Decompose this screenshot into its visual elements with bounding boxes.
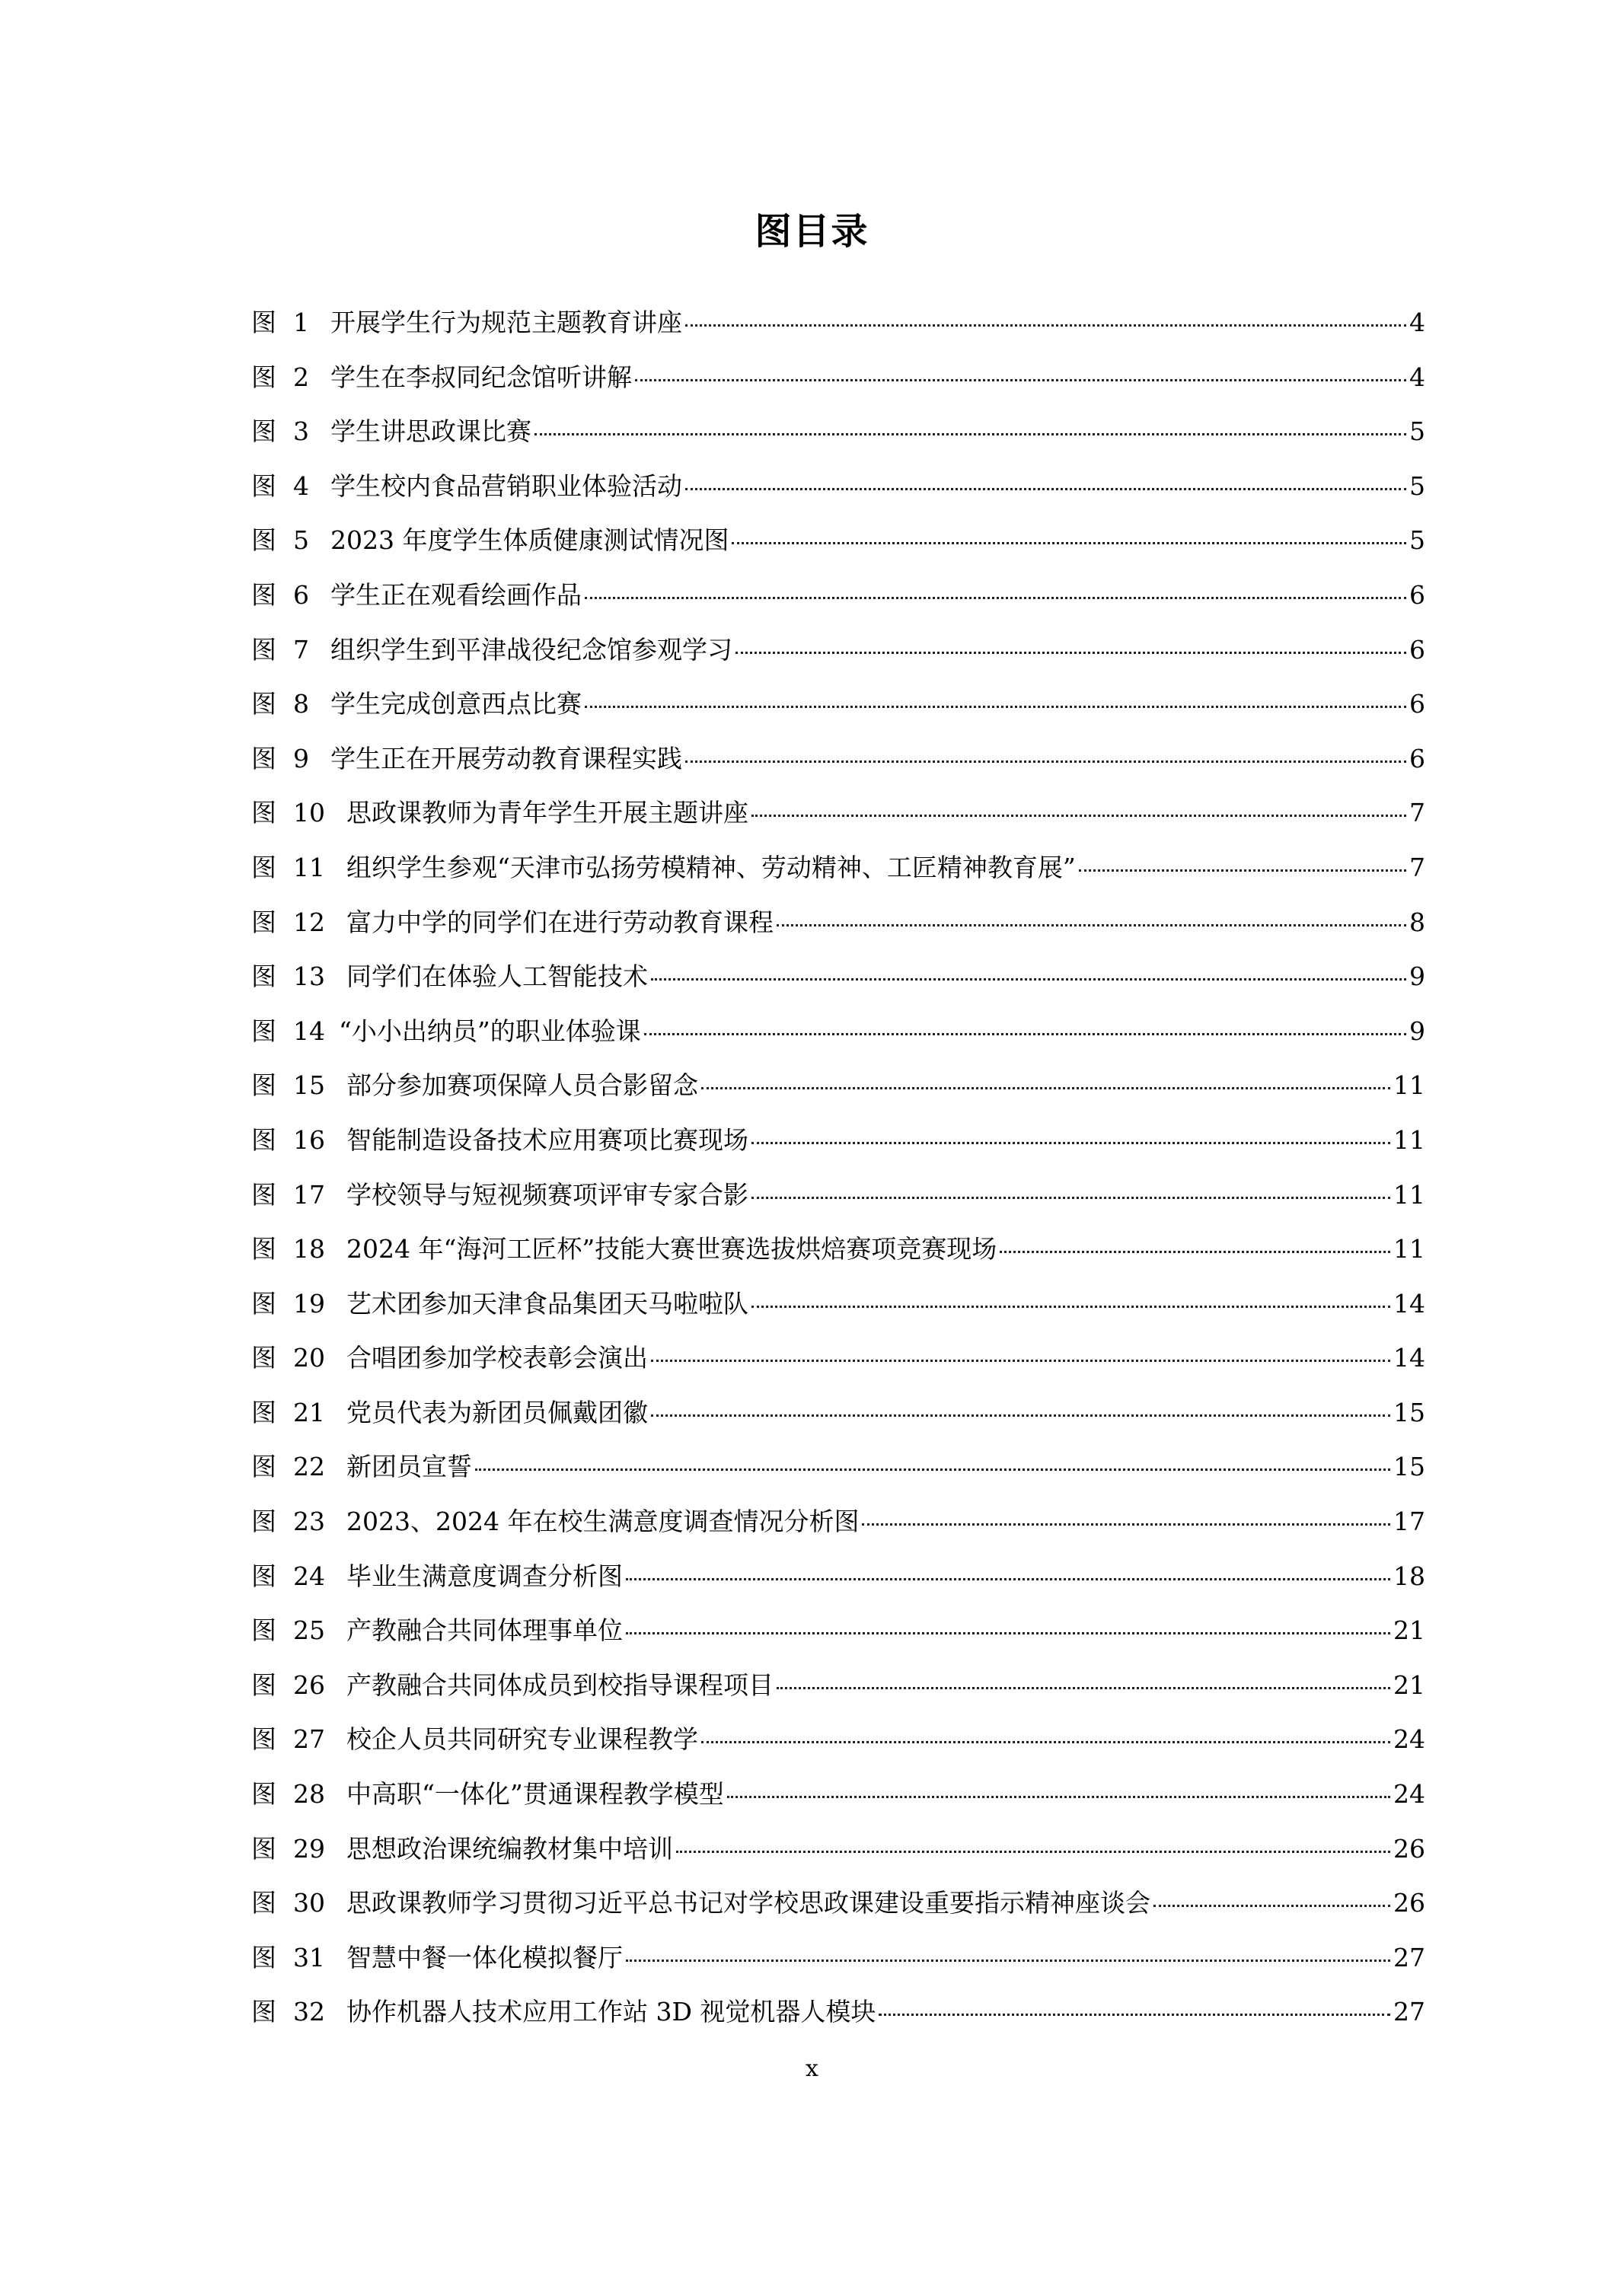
figure-caption: 艺术团参加天津食品集团天马啦啦队 xyxy=(346,1288,748,1319)
figure-prefix: 图 xyxy=(251,1997,276,2027)
toc-entry[interactable] xyxy=(251,1121,1425,1175)
dot-leader xyxy=(751,1197,1390,1199)
toc-entry[interactable] xyxy=(251,793,1425,848)
figure-prefix: 图 xyxy=(251,1234,276,1264)
page-number[interactable]: 9 xyxy=(1409,1016,1425,1046)
figure-table-of-contents xyxy=(251,303,1425,2047)
figure-label xyxy=(251,630,309,670)
page-number-footer: x xyxy=(806,2055,818,2082)
figure-label xyxy=(251,412,309,451)
dot-leader xyxy=(685,761,1406,763)
dot-leader xyxy=(777,1687,1390,1689)
figure-caption: 开展学生行为规范主题教育讲座 xyxy=(330,308,682,337)
figure-number: 29 xyxy=(293,1833,325,1864)
page-number[interactable]: 6 xyxy=(1409,743,1425,773)
figure-number: 13 xyxy=(293,961,325,992)
figure-label xyxy=(251,1338,325,1378)
figure-label xyxy=(251,684,309,724)
figure-prefix: 图 xyxy=(251,362,276,392)
page-number[interactable]: 27 xyxy=(1393,1942,1425,1972)
figure-number: 26 xyxy=(293,1669,325,1700)
figure-number: 32 xyxy=(293,1997,325,2027)
toc-entry[interactable] xyxy=(251,630,1425,685)
figure-label xyxy=(251,1883,325,1923)
figure-caption: 富力中学的同学们在进行劳动教育课程 xyxy=(346,907,774,937)
figure-label xyxy=(251,467,309,506)
page-number[interactable]: 6 xyxy=(1409,579,1425,610)
figure-caption: 产教融合共同体理事单位 xyxy=(346,1615,623,1646)
toc-entry[interactable] xyxy=(251,957,1425,1012)
toc-entry[interactable] xyxy=(251,1611,1425,1666)
toc-entry[interactable] xyxy=(251,576,1425,630)
dot-leader xyxy=(626,1960,1390,1962)
figure-label xyxy=(251,1666,325,1705)
figure-prefix: 图 xyxy=(251,1724,276,1755)
figure-label xyxy=(251,1066,325,1105)
figure-prefix: 图 xyxy=(251,579,276,610)
figure-prefix: 图 xyxy=(251,1942,276,1972)
figure-label xyxy=(251,1992,325,2032)
figure-caption: 思政课教师为青年学生开展主题讲座 xyxy=(346,798,748,828)
toc-entry[interactable] xyxy=(251,467,1425,521)
page-number[interactable]: 21 xyxy=(1393,1669,1425,1700)
toc-entry[interactable] xyxy=(251,1393,1425,1448)
figure-caption: 思政课教师学习贯彻习近平总书记对学校思政课建设重要指示精神座谈会 xyxy=(346,1888,1150,1918)
dot-leader xyxy=(751,1142,1390,1144)
figure-number: 25 xyxy=(293,1615,325,1646)
figure-prefix: 图 xyxy=(251,1779,276,1810)
figure-prefix: 图 xyxy=(251,1452,276,1482)
figure-caption: 思想政治课统编教材集中培训 xyxy=(346,1833,673,1864)
dot-leader xyxy=(585,706,1406,708)
page-title: 图目录 xyxy=(755,210,869,253)
figure-label xyxy=(251,1447,325,1487)
toc-entry[interactable] xyxy=(251,1012,1425,1067)
figure-number: 21 xyxy=(293,1397,325,1427)
figure-number: 11 xyxy=(293,852,325,882)
figure-prefix: 图 xyxy=(251,525,276,556)
toc-entry[interactable] xyxy=(251,1284,1425,1339)
figure-prefix: 图 xyxy=(251,470,276,501)
figure-number: 3 xyxy=(293,416,309,447)
figure-prefix: 图 xyxy=(251,1888,276,1918)
figure-label xyxy=(251,1720,325,1759)
page-number[interactable]: 7 xyxy=(1409,852,1425,882)
figure-prefix: 图 xyxy=(251,961,276,992)
figure-number: 20 xyxy=(293,1343,325,1373)
figure-number: 15 xyxy=(293,1070,325,1101)
figure-number: 22 xyxy=(293,1452,325,1482)
figure-number: 23 xyxy=(293,1507,325,1537)
toc-entry[interactable] xyxy=(251,1829,1425,1884)
figure-caption: 校企人员共同研究专业课程教学 xyxy=(346,1724,698,1755)
figure-number: 14 xyxy=(293,1016,325,1046)
figure-caption: 产教融合共同体成员到校指导课程项目 xyxy=(346,1669,774,1700)
figure-caption: “小小出纳员”的职业体验课 xyxy=(339,1016,641,1046)
figure-prefix: 图 xyxy=(251,416,276,447)
toc-entry[interactable] xyxy=(251,1666,1425,1720)
page-number[interactable]: 6 xyxy=(1409,634,1425,665)
figure-prefix: 图 xyxy=(251,1179,276,1210)
figure-caption: 2023 年度学生体质健康测试情况图 xyxy=(330,525,729,556)
figure-number: 7 xyxy=(293,634,309,665)
toc-entry[interactable] xyxy=(251,1557,1425,1612)
toc-entry[interactable] xyxy=(251,1775,1425,1829)
page-number[interactable]: 11 xyxy=(1393,1234,1425,1264)
page-number[interactable]: 4 xyxy=(1409,362,1425,392)
toc-entry[interactable] xyxy=(251,521,1425,576)
page-number[interactable]: 8 xyxy=(1409,907,1425,937)
figure-number: 1 xyxy=(293,308,309,337)
figure-prefix: 图 xyxy=(251,1397,276,1427)
toc-entry[interactable] xyxy=(251,1229,1425,1284)
page-number[interactable]: 9 xyxy=(1409,961,1425,992)
figure-caption: 学生正在观看绘画作品 xyxy=(330,579,582,610)
dot-leader xyxy=(732,542,1406,544)
figure-label xyxy=(251,903,325,942)
figure-number: 19 xyxy=(293,1288,325,1319)
dot-leader xyxy=(676,1851,1390,1853)
dot-leader xyxy=(534,433,1406,435)
toc-entry[interactable] xyxy=(251,1938,1425,1993)
figure-label xyxy=(251,957,325,997)
toc-entry[interactable] xyxy=(251,848,1425,903)
page-number[interactable]: 15 xyxy=(1393,1397,1425,1427)
figure-label xyxy=(251,848,325,888)
dot-leader xyxy=(651,1414,1390,1417)
figure-number: 5 xyxy=(293,525,309,556)
figure-label xyxy=(251,1829,325,1869)
dot-leader xyxy=(701,1087,1390,1089)
dot-leader xyxy=(862,1523,1390,1526)
page-number[interactable]: 7 xyxy=(1409,798,1425,828)
figure-caption: 2023、2024 年在校生满意度调查情况分析图 xyxy=(346,1507,860,1537)
figure-prefix: 图 xyxy=(251,798,276,828)
figure-caption: 学生完成创意西点比赛 xyxy=(330,689,582,719)
dot-leader xyxy=(685,324,1406,327)
page-number[interactable]: 5 xyxy=(1409,470,1425,501)
figure-label xyxy=(251,1121,325,1160)
figure-number: 10 xyxy=(293,798,325,828)
toc-entry[interactable] xyxy=(251,412,1425,467)
dot-leader xyxy=(585,597,1406,599)
figure-label xyxy=(251,1393,325,1433)
figure-caption: 学生在李叔同纪念馆听讲解 xyxy=(330,362,632,392)
page-number[interactable]: 17 xyxy=(1393,1507,1425,1537)
figure-label xyxy=(251,1611,325,1650)
figure-prefix: 图 xyxy=(251,1507,276,1537)
toc-entry[interactable] xyxy=(251,303,1425,358)
page-number[interactable]: 14 xyxy=(1393,1288,1425,1319)
figure-caption: 学生讲思政课比赛 xyxy=(330,416,531,447)
figure-prefix: 图 xyxy=(251,852,276,882)
figure-label xyxy=(251,358,309,397)
figure-caption: 部分参加赛项保障人员合影留念 xyxy=(346,1070,698,1101)
figure-label xyxy=(251,521,309,560)
page-number[interactable]: 11 xyxy=(1393,1124,1425,1155)
figure-prefix: 图 xyxy=(251,1343,276,1373)
figure-prefix: 图 xyxy=(251,907,276,937)
figure-prefix: 图 xyxy=(251,1016,276,1046)
figure-caption: 智能制造设备技术应用赛项比赛现场 xyxy=(346,1124,748,1155)
figure-number: 12 xyxy=(293,907,325,937)
dot-leader xyxy=(475,1468,1390,1471)
figure-number: 4 xyxy=(293,470,309,501)
figure-prefix: 图 xyxy=(251,1561,276,1591)
figure-caption: 协作机器人技术应用工作站 3D 视觉机器人模块 xyxy=(346,1997,876,2027)
toc-entry[interactable] xyxy=(251,1338,1425,1393)
figure-prefix: 图 xyxy=(251,308,276,337)
figure-prefix: 图 xyxy=(251,1615,276,1646)
figure-caption: 毕业生满意度调查分析图 xyxy=(346,1561,623,1591)
figure-number: 27 xyxy=(293,1724,325,1755)
page-number[interactable]: 5 xyxy=(1409,525,1425,556)
figure-caption: 学生正在开展劳动教育课程实践 xyxy=(330,743,682,773)
dot-leader xyxy=(879,2014,1390,2016)
page-number[interactable]: 11 xyxy=(1393,1179,1425,1210)
page-number[interactable]: 14 xyxy=(1393,1343,1425,1373)
figure-caption: 学生校内食品营销职业体验活动 xyxy=(330,470,682,501)
page-number[interactable]: 24 xyxy=(1393,1724,1425,1755)
figure-label xyxy=(251,1502,325,1542)
page-number[interactable]: 5 xyxy=(1409,416,1425,447)
page-number[interactable]: 11 xyxy=(1393,1070,1425,1101)
toc-entry[interactable] xyxy=(251,1175,1425,1230)
page-number[interactable]: 6 xyxy=(1409,689,1425,719)
page-number[interactable]: 18 xyxy=(1393,1561,1425,1591)
figure-prefix: 图 xyxy=(251,1124,276,1155)
figure-prefix: 图 xyxy=(251,743,276,773)
figure-prefix: 图 xyxy=(251,689,276,719)
figure-label xyxy=(251,1938,325,1978)
dot-leader xyxy=(651,978,1406,981)
figure-number: 30 xyxy=(293,1888,325,1918)
figure-caption: 合唱团参加学校表彰会演出 xyxy=(346,1343,648,1373)
figure-label xyxy=(251,1284,325,1324)
toc-entry[interactable] xyxy=(251,1066,1425,1121)
dot-leader xyxy=(626,1632,1390,1634)
page-number[interactable]: 21 xyxy=(1393,1615,1425,1646)
dot-leader xyxy=(751,1306,1390,1308)
figure-number: 17 xyxy=(293,1179,325,1210)
dot-leader xyxy=(1000,1251,1390,1253)
page-number[interactable]: 27 xyxy=(1393,1997,1425,2027)
figure-number: 31 xyxy=(293,1942,325,1972)
figure-number: 9 xyxy=(293,743,309,773)
figure-label xyxy=(251,1557,325,1596)
toc-entry[interactable] xyxy=(251,903,1425,958)
toc-entry[interactable] xyxy=(251,358,1425,413)
dot-leader xyxy=(751,815,1406,817)
toc-entry[interactable] xyxy=(251,1502,1425,1557)
figure-caption: 新团员宣誓 xyxy=(346,1452,472,1482)
toc-entry[interactable] xyxy=(251,739,1425,794)
figure-label xyxy=(251,576,309,615)
figure-number: 8 xyxy=(293,689,309,719)
page-number[interactable]: 15 xyxy=(1393,1452,1425,1482)
figure-caption: 党员代表为新团员佩戴团徽 xyxy=(346,1397,648,1427)
figure-label xyxy=(251,1012,325,1051)
figure-prefix: 图 xyxy=(251,1288,276,1319)
dot-leader xyxy=(1153,1905,1390,1907)
dot-leader xyxy=(651,1360,1390,1362)
page-number[interactable]: 26 xyxy=(1393,1833,1425,1864)
figure-caption: 2024 年“海河工匠杯”技能大赛世赛选拔烘焙赛项竞赛现场 xyxy=(346,1234,997,1264)
dot-leader xyxy=(701,1741,1390,1743)
figure-caption: 中高职“一体化”贯通课程教学模型 xyxy=(346,1779,724,1810)
dot-leader xyxy=(685,488,1406,490)
figure-prefix: 图 xyxy=(251,1669,276,1700)
figure-label xyxy=(251,1175,325,1215)
figure-number: 18 xyxy=(293,1234,325,1264)
figure-caption: 智慧中餐一体化模拟餐厅 xyxy=(346,1942,623,1972)
figure-prefix: 图 xyxy=(251,634,276,665)
figure-number: 2 xyxy=(293,362,309,392)
page-number[interactable]: 4 xyxy=(1409,308,1425,337)
toc-entry[interactable] xyxy=(251,1720,1425,1775)
figure-label xyxy=(251,303,309,343)
dot-leader xyxy=(735,652,1406,654)
page-number[interactable]: 26 xyxy=(1393,1888,1425,1918)
dot-leader xyxy=(1079,869,1406,872)
figure-label xyxy=(251,1775,325,1814)
figure-caption: 组织学生到平津战役纪念馆参观学习 xyxy=(330,634,732,665)
dot-leader xyxy=(626,1578,1390,1580)
figure-number: 24 xyxy=(293,1561,325,1591)
toc-entry[interactable] xyxy=(251,684,1425,739)
figure-number: 28 xyxy=(293,1779,325,1810)
figure-prefix: 图 xyxy=(251,1070,276,1101)
toc-entry[interactable] xyxy=(251,1992,1425,2047)
page-number[interactable]: 24 xyxy=(1393,1779,1425,1810)
dot-leader xyxy=(727,1796,1390,1798)
figure-label xyxy=(251,1229,325,1269)
dot-leader xyxy=(644,1033,1406,1035)
figure-label xyxy=(251,739,309,779)
figure-number: 16 xyxy=(293,1124,325,1155)
figure-label xyxy=(251,793,325,833)
figure-caption: 同学们在体验人工智能技术 xyxy=(346,961,648,992)
figure-number: 6 xyxy=(293,579,309,610)
dot-leader xyxy=(635,379,1406,381)
figure-prefix: 图 xyxy=(251,1833,276,1864)
toc-entry[interactable] xyxy=(251,1447,1425,1502)
figure-caption: 学校领导与短视频赛项评审专家合影 xyxy=(346,1179,748,1210)
dot-leader xyxy=(777,924,1406,926)
toc-entry[interactable] xyxy=(251,1883,1425,1938)
figure-caption: 组织学生参观“天津市弘扬劳模精神、劳动精神、工匠精神教育展” xyxy=(346,852,1076,882)
